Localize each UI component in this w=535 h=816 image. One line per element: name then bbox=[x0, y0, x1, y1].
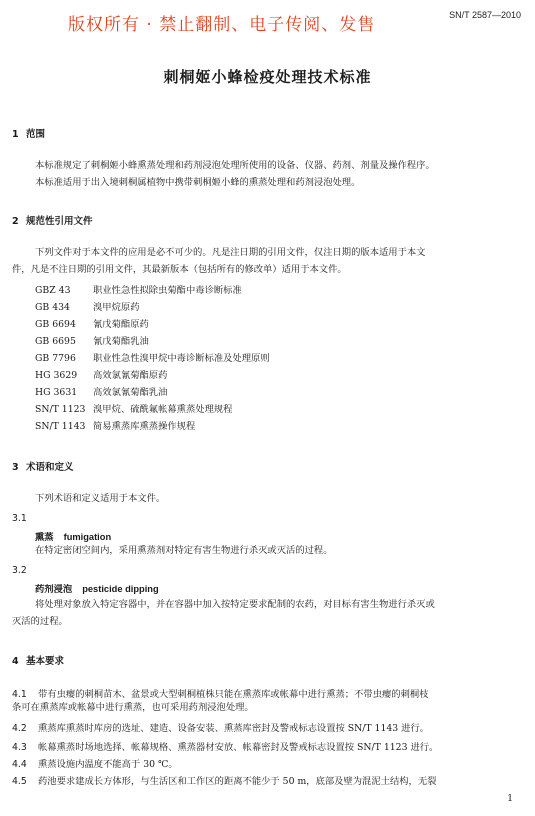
reference-title: 溴甲烷原药 bbox=[93, 302, 140, 313]
reference-code: GB 6695 bbox=[35, 336, 76, 347]
reference-item bbox=[35, 333, 149, 347]
reference-title: 简易熏蒸库熏蒸操作规程 bbox=[93, 421, 196, 432]
reference-item bbox=[35, 401, 232, 415]
section-title: 术语和定义 bbox=[26, 462, 74, 473]
requirement-item bbox=[12, 756, 178, 770]
reference-item bbox=[35, 350, 270, 364]
paragraph: 本标准规定了刺桐姬小蜂熏蒸处理和药剂浸泡处理所使用的设备、仪器、药剂、剂量及操作程序。 bbox=[35, 160, 435, 171]
term-definition: 灭活的过程。 bbox=[12, 616, 68, 627]
standard-number: SN/T 2587—2010 bbox=[449, 10, 521, 20]
requirement-item bbox=[12, 686, 428, 700]
reference-code: SN/T 1143 bbox=[35, 421, 86, 432]
section-title: 范围 bbox=[26, 129, 46, 140]
reference-title: 高效氯氰菊酯原药 bbox=[93, 370, 168, 381]
term-en: pesticide dipping bbox=[82, 584, 159, 594]
requirement-number: 4.2 bbox=[12, 723, 27, 734]
section-title: 规范性引用文件 bbox=[26, 216, 93, 227]
term-heading bbox=[35, 529, 111, 543]
watermark: 版权所有 · 禁止翻制、电子传阅、发售 bbox=[68, 15, 376, 35]
reference-code: SN/T 1123 bbox=[35, 404, 86, 415]
reference-item bbox=[35, 367, 167, 381]
requirement-item bbox=[12, 720, 429, 734]
term-definition: 将处理对象放入特定容器中，并在容器中加入按特定要求配制的农药，对目标有害生物进行杀灭或 bbox=[35, 599, 435, 610]
reference-title: 氰戊菊酯原药 bbox=[93, 319, 149, 330]
section-number: 3 bbox=[12, 462, 19, 473]
section-1-heading bbox=[12, 126, 45, 140]
paragraph: 本标准适用于出入境刺桐属植物中携带刺桐姬小蜂的熏蒸处理和药剂浸泡处理。 bbox=[35, 177, 361, 188]
term-zh: 熏蒸 bbox=[35, 532, 54, 543]
reference-title: 职业性急性拟除虫菊酯中毒诊断标准 bbox=[93, 285, 242, 296]
reference-item bbox=[35, 418, 195, 432]
reference-title: 高效氯氰菊酯乳油 bbox=[93, 387, 168, 398]
section-3-heading bbox=[12, 459, 74, 473]
reference-code: GB 6694 bbox=[35, 319, 76, 330]
requirement-item bbox=[12, 773, 436, 787]
requirement-number: 4.1 bbox=[12, 689, 27, 700]
reference-title: 溴甲烷、硫酰氟帐幕熏蒸处理规程 bbox=[93, 404, 233, 415]
paragraph: 下列文件对于本文件的应用是必不可少的。凡是注日期的引用文件，仅注日期的版本适用于本文 bbox=[35, 247, 426, 258]
section-title: 基本要求 bbox=[26, 656, 65, 667]
reference-code: HG 3629 bbox=[35, 370, 78, 381]
requirement-item bbox=[12, 739, 438, 753]
section-number: 1 bbox=[12, 129, 19, 140]
reference-code: HG 3631 bbox=[35, 387, 78, 398]
requirement-text: 条可在熏蒸库或帐幕中进行熏蒸，也可采用药剂浸泡处理。 bbox=[12, 702, 254, 713]
term-heading bbox=[35, 581, 159, 595]
reference-item bbox=[35, 384, 167, 398]
section-2-heading bbox=[12, 213, 93, 227]
reference-item bbox=[35, 282, 242, 296]
document-title: 刺桐姬小蜂检疫处理技术标准 bbox=[163, 68, 372, 86]
term-number: 3.2 bbox=[12, 565, 27, 576]
requirement-number: 4.4 bbox=[12, 759, 27, 770]
reference-item bbox=[35, 299, 140, 313]
section-number: 2 bbox=[12, 216, 19, 227]
requirement-text: 熏蒸库熏蒸时库房的选址、建造、设备安装、熏蒸库密封及警戒标志设置按 SN/T 1143 进行。 bbox=[38, 723, 430, 734]
reference-item bbox=[35, 316, 149, 330]
requirement-text: 熏蒸设施内温度不能高于 30 ℃。 bbox=[38, 759, 178, 770]
term-zh: 药剂浸泡 bbox=[35, 584, 73, 595]
page-number: 1 bbox=[507, 794, 513, 804]
requirement-number: 4.3 bbox=[12, 742, 27, 753]
term-definition: 在特定密闭空间内，采用熏蒸剂对特定有害生物进行杀灭或灭活的过程。 bbox=[35, 545, 333, 556]
term-number: 3.1 bbox=[12, 513, 27, 524]
reference-code: GB 434 bbox=[35, 302, 70, 313]
requirement-text: 带有虫瘿的刺桐苗木、盆景或大型刺桐植株只能在熏蒸库或帐幕中进行熏蒸；不带虫瘿的刺桐枝 bbox=[38, 689, 429, 700]
reference-code: GB 7796 bbox=[35, 353, 76, 364]
section-4-heading bbox=[12, 653, 64, 667]
reference-title: 职业性急性溴甲烷中毒诊断标准及处理原则 bbox=[93, 353, 270, 364]
requirement-text: 帐幕熏蒸时场地选择、帐幕规格、熏蒸器材安放、帐幕密封及警戒标志设置按 SN/T 1123 进行。 bbox=[38, 742, 439, 753]
reference-title: 氰戊菊酯乳油 bbox=[93, 336, 149, 347]
reference-code: GBZ 43 bbox=[35, 285, 71, 296]
paragraph: 件，凡是不注日期的引用文件，其最新版本（包括所有的修改单）适用于本文件。 bbox=[12, 264, 347, 275]
term-en: fumigation bbox=[63, 532, 112, 542]
requirement-text: 药池要求建成长方体形，与生活区和工作区的距离不能少于 50 m，底部及壁为混泥土结构，无裂 bbox=[38, 776, 437, 787]
requirement-number: 4.5 bbox=[12, 776, 27, 787]
section-number: 4 bbox=[12, 656, 19, 667]
paragraph: 下列术语和定义适用于本文件。 bbox=[35, 493, 166, 504]
